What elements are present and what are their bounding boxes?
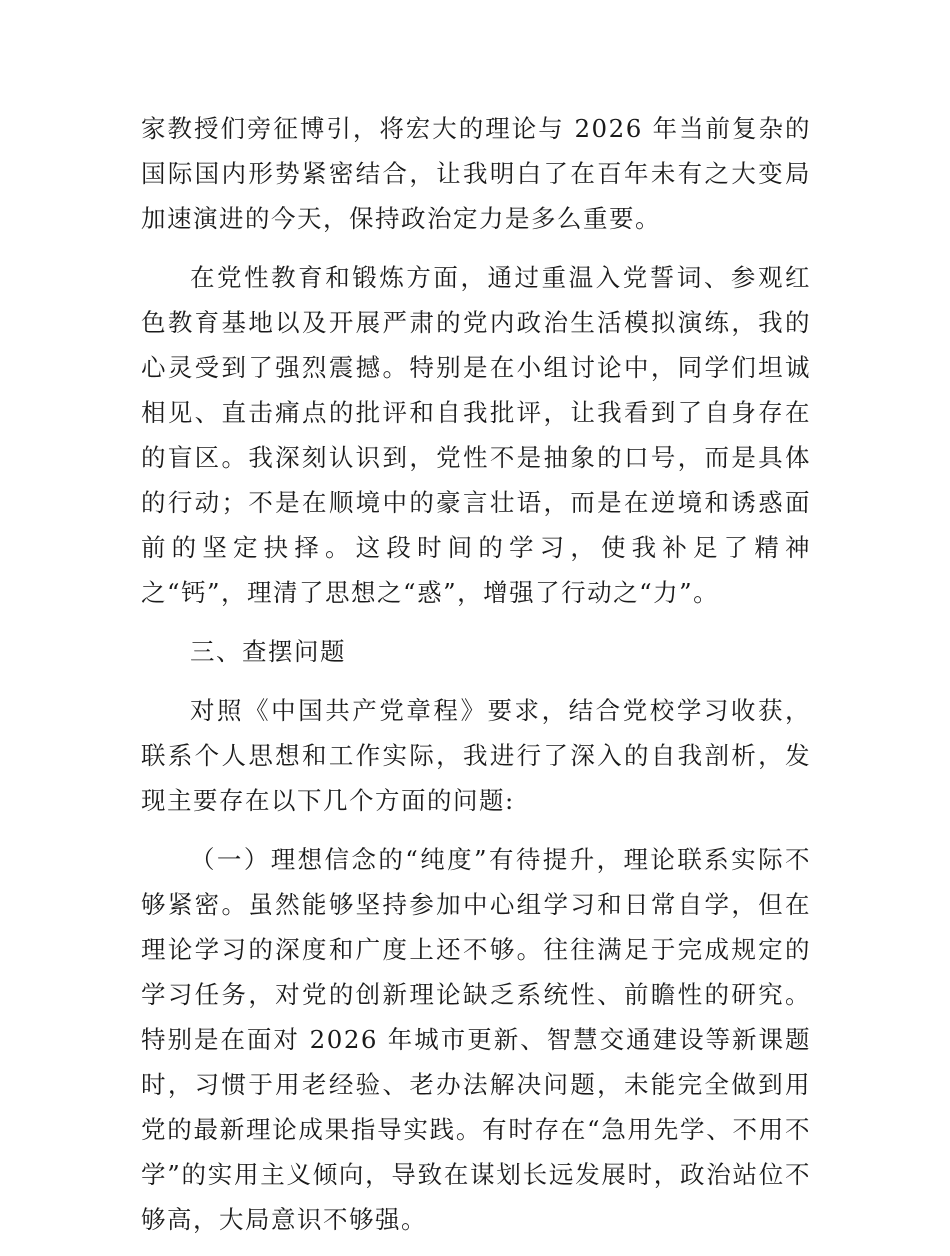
paragraph-continuation: 家教授们旁征博引，将宏大的理论与 2026 年当前复杂的国际国内形势紧密结合，让我明白了在百年未有之大变局加速演进的今天，保持政治定力是多么重要。 [141,114,811,233]
document-body [141,106,811,1256]
paragraph-self-analysis-intro: 对照《中国共产党章程》要求，结合党校学习收获，联系个人思想和工作实际，我进行了深入的自我剖析，发现主要存在以下几个方面的问题: [141,696,811,815]
paragraph-problem-one: （一）理想信念的“纯度”有待提升，理论联系实际不够紧密。虽然能够坚持参加中心组学习和日常自学，但在理论学习的深度和广度上还不够。往往满足于完成规定的学习任务，对党的创新理论缺乏系统性、前瞻性的研究。特别是在面对 2026 年城市更新、智慧交通建设等新课题时，习惯于用老经验、老办法解决问题，未能完全做到用党的最新理论成果指导实践。有时存在“急用先学、不用不学”的实用主义倾向，导致在谋划长远发展时，政治站位不够高，大局意识不够强。 [141,845,811,1234]
paragraph-party-education: 在党性教育和锻炼方面，通过重温入党誓词、参观红色教育基地以及开展严肃的党内政治生活模拟演练，我的心灵受到了强烈震撼。特别是在小组讨论中，同学们坦诚相见、直击痛点的批评和自我批评，让我看到了自身存在的盲区。我深刻认识到，党性不是抽象的口号，而是具体的行动；不是在顺境中的豪言壮语，而是在逆境和诱惑面前的坚定抉择。这段时间的学习，使我补足了精神之“钙”，理清了思想之“惑”，增强了行动之“力”。 [141,263,811,607]
section-heading-problems: 三、查摆问题 [190,637,346,666]
